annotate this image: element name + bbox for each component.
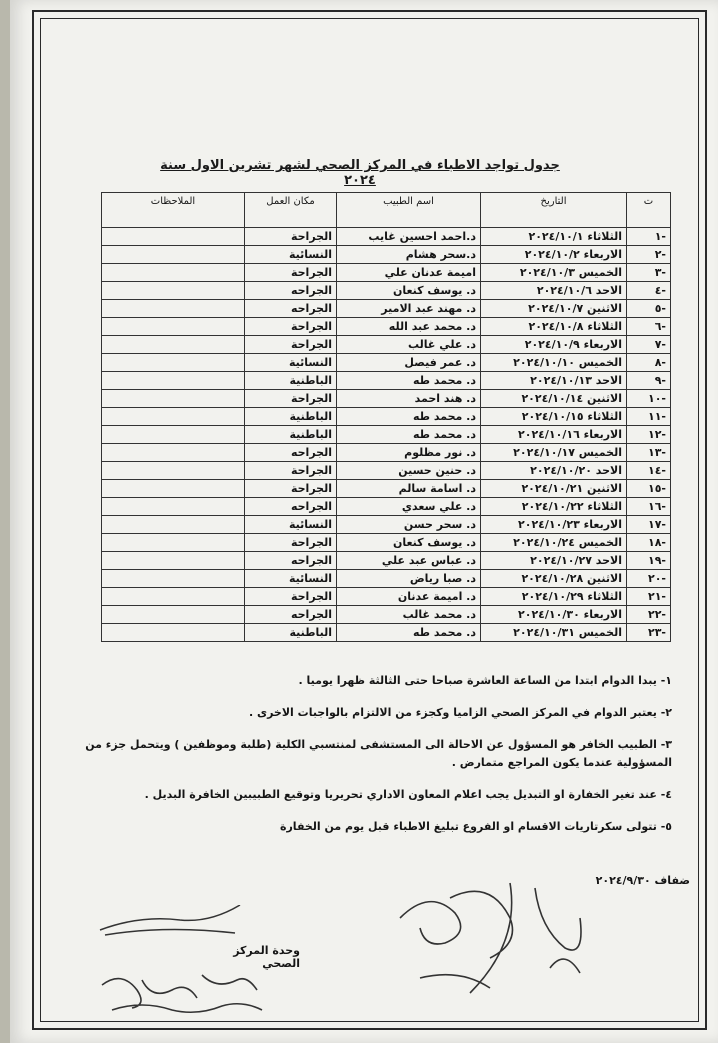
row-doctor-name: د. علي سعدي bbox=[337, 498, 481, 516]
row-date: الاثنين ٢٠٢٤/١٠/١٤ bbox=[481, 390, 627, 408]
row-number: -١٣ bbox=[627, 444, 671, 462]
handwritten-signature bbox=[360, 858, 590, 1008]
row-date: الثلاثاء ٢٠٢٤/١٠/٢٢ bbox=[481, 498, 627, 516]
header-doctor: اسم الطبيب bbox=[337, 193, 481, 228]
schedule-table bbox=[101, 192, 671, 642]
row-notes bbox=[102, 480, 245, 498]
table-row bbox=[102, 336, 671, 354]
table-row bbox=[102, 552, 671, 570]
instruction-item: ٤- عند تغير الخفارة او التبديل يجب اعلام المعاون الاداري تحريريا وتوقيع الطبيبين الخافرة البديل . bbox=[144, 788, 672, 801]
row-work-place: الجراحه bbox=[245, 444, 337, 462]
row-doctor-name: د. حنين حسين bbox=[337, 462, 481, 480]
row-number: -١ bbox=[627, 228, 671, 246]
row-doctor-name: د. محمد طه bbox=[337, 624, 481, 642]
row-number: -١٤ bbox=[627, 462, 671, 480]
row-work-place: الباطنية bbox=[245, 408, 337, 426]
row-notes bbox=[102, 408, 245, 426]
row-date: الاحد ٢٠٢٤/١٠/٢٧ bbox=[481, 552, 627, 570]
row-date: الاربعاء ٢٠٢٤/١٠/١٦ bbox=[481, 426, 627, 444]
row-number: -٥ bbox=[627, 300, 671, 318]
row-doctor-name: د. محمد طه bbox=[337, 372, 481, 390]
row-work-place: الجراحه bbox=[245, 300, 337, 318]
row-doctor-name: د.احمد احسين غايب bbox=[337, 228, 481, 246]
row-work-place: الجراحه bbox=[245, 606, 337, 624]
row-date: الاربعاء ٢٠٢٤/١٠/٩ bbox=[481, 336, 627, 354]
row-work-place: الجراحة bbox=[245, 588, 337, 606]
row-number: -٢٢ bbox=[627, 606, 671, 624]
row-doctor-name: د. سحر حسن bbox=[337, 516, 481, 534]
row-work-place: الجراحه bbox=[245, 552, 337, 570]
row-number: -٨ bbox=[627, 354, 671, 372]
row-doctor-name: د. عباس عبد علي bbox=[337, 552, 481, 570]
row-doctor-name: د. عمر فيصل bbox=[337, 354, 481, 372]
table-row bbox=[102, 516, 671, 534]
row-doctor-name: د. محمد عبد الله bbox=[337, 318, 481, 336]
row-work-place: النسائية bbox=[245, 354, 337, 372]
row-notes bbox=[102, 516, 245, 534]
row-date: الخميس ٢٠٢٤/١٠/١٠ bbox=[481, 354, 627, 372]
row-work-place: الجراحة bbox=[245, 534, 337, 552]
table-row bbox=[102, 588, 671, 606]
instruction-item: ٥- تتولى سكرتاريات الاقسام او الفروع تبليغ الاطباء قبل يوم من الخفارة bbox=[279, 820, 672, 833]
table-row bbox=[102, 624, 671, 642]
instruction-item: ٢- يعتبر الدوام في المركز الصحي الزاميا وكجزء من الالتزام بالواجبات الاخرى . bbox=[248, 706, 672, 719]
row-doctor-name: د. محمد طه bbox=[337, 408, 481, 426]
row-date: الخميس ٢٠٢٤/١٠/٣ bbox=[481, 264, 627, 282]
table-row bbox=[102, 300, 671, 318]
row-date: الاثنين ٢٠٢٤/١٠/٢٨ bbox=[481, 570, 627, 588]
row-work-place: الجراحة bbox=[245, 480, 337, 498]
row-work-place: النسائية bbox=[245, 570, 337, 588]
row-number: -١٦ bbox=[627, 498, 671, 516]
row-work-place: الجراحه bbox=[245, 282, 337, 300]
table-row bbox=[102, 390, 671, 408]
row-date: الاربعاء ٢٠٢٤/١٠/٢ bbox=[481, 246, 627, 264]
row-notes bbox=[102, 588, 245, 606]
table-row bbox=[102, 372, 671, 390]
table-row bbox=[102, 426, 671, 444]
row-notes bbox=[102, 336, 245, 354]
row-date: الاحد ٢٠٢٤/١٠/٦ bbox=[481, 282, 627, 300]
row-doctor-name: د. يوسف كنعان bbox=[337, 282, 481, 300]
row-work-place: الجراحة bbox=[245, 318, 337, 336]
row-notes bbox=[102, 498, 245, 516]
row-work-place: الباطنية bbox=[245, 426, 337, 444]
row-date: الاثنين ٢٠٢٤/١٠/٧ bbox=[481, 300, 627, 318]
header-num: ت bbox=[627, 193, 671, 228]
row-number: -١٥ bbox=[627, 480, 671, 498]
table-row bbox=[102, 444, 671, 462]
row-date: الاربعاء ٢٠٢٤/١٠/٢٣ bbox=[481, 516, 627, 534]
row-notes bbox=[102, 264, 245, 282]
table-row bbox=[102, 480, 671, 498]
row-notes bbox=[102, 444, 245, 462]
schedule-body bbox=[102, 228, 671, 642]
row-doctor-name: د. هند احمد bbox=[337, 390, 481, 408]
table-row bbox=[102, 318, 671, 336]
row-doctor-name: د. علي غالب bbox=[337, 336, 481, 354]
instructions-list bbox=[60, 672, 672, 850]
signature-stroke bbox=[95, 905, 245, 945]
row-work-place: الجراحة bbox=[245, 264, 337, 282]
row-doctor-name: د. نور مظلوم bbox=[337, 444, 481, 462]
row-work-place: الباطنية bbox=[245, 624, 337, 642]
row-number: -١٧ bbox=[627, 516, 671, 534]
row-doctor-name: د. صبا رياض bbox=[337, 570, 481, 588]
row-notes bbox=[102, 318, 245, 336]
row-doctor-name: اميمة عدنان علي bbox=[337, 264, 481, 282]
document-title: جدول تواجد الاطباء في المركز الصحي لشهر تشرين الاول سنة ٢٠٢٤ bbox=[160, 158, 560, 188]
row-date: الاثنين ٢٠٢٤/١٠/٢١ bbox=[481, 480, 627, 498]
row-notes bbox=[102, 282, 245, 300]
row-number: -١٠ bbox=[627, 390, 671, 408]
row-notes bbox=[102, 552, 245, 570]
row-work-place: الجراحة bbox=[245, 462, 337, 480]
row-work-place: النسائية bbox=[245, 246, 337, 264]
row-date: الاحد ٢٠٢٤/١٠/٢٠ bbox=[481, 462, 627, 480]
row-date: الثلاثاء ٢٠٢٤/١٠/٨ bbox=[481, 318, 627, 336]
table-row bbox=[102, 606, 671, 624]
instruction-item: ٣- الطبيب الخافر هو المسؤول عن الاحالة الى المستشفى لمنتسبي الكلية (طلبة وموظفين ) ويتحمل جزء من المسؤولية عندما يكون المراجع متمارض . bbox=[85, 738, 672, 769]
issue-date: ضفاف ٢٠٢٤/٩/٣٠ bbox=[595, 874, 690, 887]
row-doctor-name: د.سحر هشام bbox=[337, 246, 481, 264]
row-number: -٢٠ bbox=[627, 570, 671, 588]
row-notes bbox=[102, 390, 245, 408]
instruction-item: ١- يبدا الدوام ابتدا من الساعة العاشرة صباحا حتى الثالثة ظهرا يوميا . bbox=[298, 674, 672, 687]
table-row bbox=[102, 498, 671, 516]
row-date: الاحد ٢٠٢٤/١٠/١٣ bbox=[481, 372, 627, 390]
header-place: مكان العمل bbox=[245, 193, 337, 228]
row-notes bbox=[102, 624, 245, 642]
row-doctor-name: د. مهند عبد الامير bbox=[337, 300, 481, 318]
unit-label: وحدة المركز الصحي bbox=[233, 944, 300, 970]
row-work-place: الجراحة bbox=[245, 390, 337, 408]
row-notes bbox=[102, 246, 245, 264]
table-row bbox=[102, 354, 671, 372]
row-work-place: الجراحه bbox=[245, 498, 337, 516]
table-header-row bbox=[102, 193, 671, 228]
row-work-place: الجراحة bbox=[245, 228, 337, 246]
row-doctor-name: د. اميمة عدنان bbox=[337, 588, 481, 606]
row-number: -١٩ bbox=[627, 552, 671, 570]
table-row bbox=[102, 534, 671, 552]
row-number: -٢٣ bbox=[627, 624, 671, 642]
row-doctor-name: د. يوسف كنعان bbox=[337, 534, 481, 552]
row-notes bbox=[102, 570, 245, 588]
row-work-place: الباطنية bbox=[245, 372, 337, 390]
row-number: -٧ bbox=[627, 336, 671, 354]
table-row bbox=[102, 462, 671, 480]
row-doctor-name: د. اسامة سالم bbox=[337, 480, 481, 498]
row-number: -٣ bbox=[627, 264, 671, 282]
table-row bbox=[102, 408, 671, 426]
header-notes: الملاحظات bbox=[102, 193, 245, 228]
row-number: -٦ bbox=[627, 318, 671, 336]
row-date: الخميس ٢٠٢٤/١٠/٣١ bbox=[481, 624, 627, 642]
table-row bbox=[102, 246, 671, 264]
row-number: -١٢ bbox=[627, 426, 671, 444]
row-notes bbox=[102, 354, 245, 372]
row-notes bbox=[102, 426, 245, 444]
row-date: الخميس ٢٠٢٤/١٠/٢٤ bbox=[481, 534, 627, 552]
table-row bbox=[102, 282, 671, 300]
table-row bbox=[102, 570, 671, 588]
row-notes bbox=[102, 534, 245, 552]
row-doctor-name: د. محمد غالب bbox=[337, 606, 481, 624]
row-notes bbox=[102, 606, 245, 624]
row-date: الثلاثاء ٢٠٢٤/١٠/١ bbox=[481, 228, 627, 246]
row-date: الخميس ٢٠٢٤/١٠/١٧ bbox=[481, 444, 627, 462]
row-date: الاربعاء ٢٠٢٤/١٠/٣٠ bbox=[481, 606, 627, 624]
row-number: -١٨ bbox=[627, 534, 671, 552]
row-notes bbox=[102, 372, 245, 390]
row-doctor-name: د. محمد طه bbox=[337, 426, 481, 444]
row-date: الثلاثاء ٢٠٢٤/١٠/١٥ bbox=[481, 408, 627, 426]
row-number: -١١ bbox=[627, 408, 671, 426]
handwritten-name-date bbox=[92, 965, 282, 1020]
row-work-place: الجراحة bbox=[245, 336, 337, 354]
row-notes bbox=[102, 462, 245, 480]
row-date: الثلاثاء ٢٠٢٤/١٠/٢٩ bbox=[481, 588, 627, 606]
table-row bbox=[102, 264, 671, 282]
row-number: -٩ bbox=[627, 372, 671, 390]
table-row bbox=[102, 228, 671, 246]
row-number: -٢١ bbox=[627, 588, 671, 606]
row-notes bbox=[102, 228, 245, 246]
row-number: -٢ bbox=[627, 246, 671, 264]
header-date: التاريخ bbox=[481, 193, 627, 228]
row-notes bbox=[102, 300, 245, 318]
row-work-place: النسائية bbox=[245, 516, 337, 534]
row-number: -٤ bbox=[627, 282, 671, 300]
